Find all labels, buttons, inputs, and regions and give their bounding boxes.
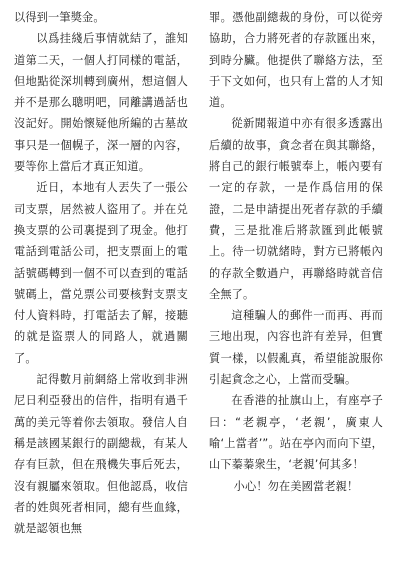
paragraph: 在香港的扯旗山上，有座亭子曰：“老親亭，‘老親’，廣東人喻‘上當者’”。站在亭內而向下望，山下蓁蓁衆生，‘老親’何其多！: [209, 394, 383, 472]
paragraph: 從新聞報道中亦有很多透露出后續的故事，貪念者在與其聯絡，將自己的銀行帳號奉上，帳內要有一定的存款，一是作爲信用的保證，二是申請提出死者存款的手續費，三是批准后將款匯到此帳號上。待一切就緒時，對方已將帳內的存款全數過户，再聯絡時就音信全無了。: [209, 117, 383, 301]
left-column: [14, 7, 188, 539]
paragraph: 以得到一筆獎金。: [14, 11, 105, 24]
closing-line: 小心！勿在美國當老親！: [233, 479, 359, 493]
paragraph: 記得數月前網絡上常收到非洲尼日利亞發出的信件，指明有過千萬的美元等着你去領取。發信人自稱是該國某銀行的副總裁，有某人存有巨款，但在飛機失事后死去，沒有親屬來領取。但他認爲，收信者的姓與死者相同，總有些血緣，就是認領也無: [14, 373, 188, 536]
paragraph: 近日，本地有人丟失了一張公司支票，居然被人盜用了。并在兑換支票的公司裏提到了現金。他打電話到電話公司，把支票面上的電話號碼轉到一個不可以查到的電話號碼上，當兑票公司要核對支票支付人資料時，打電話去了解，接聽的就是盜票人的同路人，就過關了。: [14, 181, 188, 365]
paragraph: 這種騙人的郵件一而再、再而三地出現，內容也許有差异，但實質一樣，以假亂真，希望能說服你引起貪念之心，上當而受騙。: [209, 309, 383, 387]
right-column: [209, 7, 383, 497]
paragraph: 以爲挂綫后事情就結了，誰知道第二天，一個人打同樣的電話，但地點從深圳轉到廣州，想這個人并不是那么聰明吧，同離講過話也沒記好。開始懷疑他所編的古墓故事只是一個幌子，深一層的內容，要等你上當后才真正知道。: [14, 32, 188, 174]
paragraph: 罪。憑他副總裁的身份，可以從旁協助，合力將死者的存款匯出來，到時分臟。他提供了聯絡方法，至于下文如何，也只有上當的人才知道。: [209, 11, 383, 110]
